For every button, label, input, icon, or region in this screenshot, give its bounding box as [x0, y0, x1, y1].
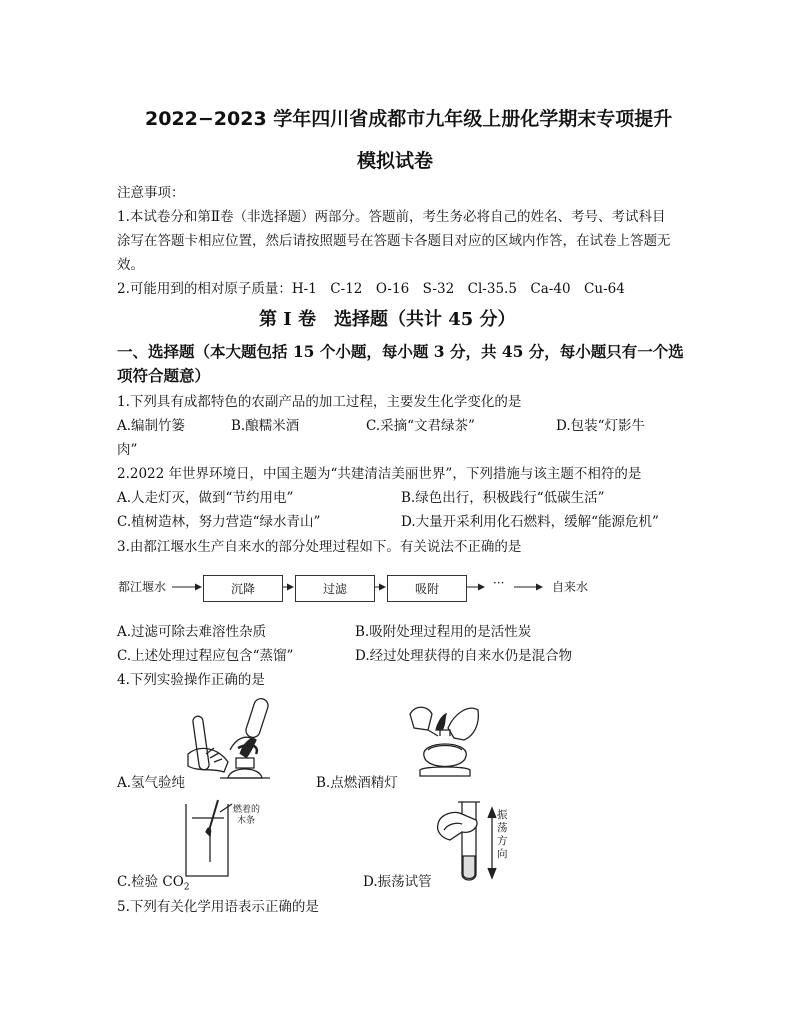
section-title: 第 I 卷 选择题（共计 45 分） [259, 309, 516, 330]
flow-source-label: 都江堰水 [118, 580, 167, 594]
question-2-option-a: A.人走灯灭，做到“节约用电” [117, 490, 294, 506]
flow-step-sedimentation: 沉降 [203, 575, 283, 602]
burning-splint-label-line-2: 木条 [237, 816, 256, 826]
option-c-subscript: 2 [183, 882, 190, 893]
shake-direction-label: 振荡方向 [497, 809, 508, 860]
question-3-option-a: A.过滤可除去难溶性杂质 [117, 624, 267, 640]
question-3-option-c: C.上述处理过程应包含“蒸馏” [117, 648, 294, 664]
question-4-stem: 4.下列实验操作正确的是 [117, 672, 265, 688]
question-3-option-d: D.经过处理获得的自来水仍是混合物 [355, 648, 573, 664]
question-3-option-b: B.吸附处理过程用的是活性炭 [355, 624, 532, 640]
question-2-stem: 2.2022 年世界环境日，中国主题为“共建清洁美丽世界”，下列措施与该主题不相符的是 [117, 466, 642, 482]
hydrogen-test-illustration [180, 692, 295, 782]
question-2-option-c: C.植树造林，努力营造“绿水青山” [117, 514, 321, 530]
question-1-option-b: B.酿糯米酒 [231, 418, 300, 434]
question-4-option-a: A.氢气验纯 [117, 775, 186, 791]
option-c-text: C.检验 CO [117, 874, 184, 890]
flow-ellipsis: ··· [493, 576, 505, 590]
notice-item-1-line-2: 涂写在答题卡相应位置，然后请按照题号在答题卡各题目对应的区域内作答，在试卷上答题无 [117, 233, 671, 249]
question-4-option-c [117, 870, 190, 893]
question-3-stem: 3.由都江堰水生产自来水的部分处理过程如下。有关说法不正确的是 [117, 539, 522, 555]
question-4-option-b: B.点燃酒精灯 [316, 775, 398, 791]
notice-heading: 注意事项： [117, 185, 185, 201]
section-subtitle-line-2: 项符合题意） [117, 366, 211, 385]
section-subtitle-line-1: 一、选择题（本大题包括 15 个小题，每小题 3 分，共 45 分，每小题只有一个选 [117, 342, 684, 361]
notice-item-2: 2.可能用到的相对原子质量：H-1 C-12 O-16 S-32 Cl-35.5 Ca-40 Cu-64 [117, 281, 625, 297]
flow-step-filtration: 过滤 [295, 575, 375, 602]
alcohol-lamp-illustration [394, 700, 484, 780]
page-subtitle: 模拟试卷 [357, 150, 434, 172]
question-1-stem: 1.下列具有成都特色的农副产品的加工过程，主要发生化学变化的是 [117, 394, 522, 410]
burning-splint-label-line-1: 燃着的 [233, 805, 261, 815]
page-title: 2022−2023 学年四川省成都市九年级上册化学期末专项提升 [145, 108, 673, 130]
question-1-option-c: C.采摘“文君绿茶” [366, 418, 475, 434]
flow-output-label: 自来水 [552, 580, 589, 594]
question-1-option-d-continued: 肉” [117, 442, 138, 458]
question-1-option-a: A.编制竹篓 [117, 418, 186, 434]
burning-splint-label [233, 805, 260, 827]
co2-test-illustration [180, 798, 280, 878]
question-1-option-d: D.包装“灯影牛 [556, 418, 646, 434]
question-2-option-d: D.大量开采利用化石燃料，缓解“能源危机” [401, 514, 659, 530]
notice-item-1-line-1: 1.本试卷分和第Ⅱ卷（非选择题）两部分。答题前，考生务必将自己的姓名、考号、考试科目 [117, 209, 666, 225]
question-5-stem: 5.下列有关化学用语表示正确的是 [117, 899, 319, 915]
question-4-option-d: D.振荡试管 [363, 874, 432, 890]
flow-step-adsorption: 吸附 [387, 575, 467, 602]
notice-item-1-line-3: 效。 [117, 257, 144, 273]
question-2-option-b: B.绿色出行，积极践行“低碳生活” [401, 490, 605, 506]
